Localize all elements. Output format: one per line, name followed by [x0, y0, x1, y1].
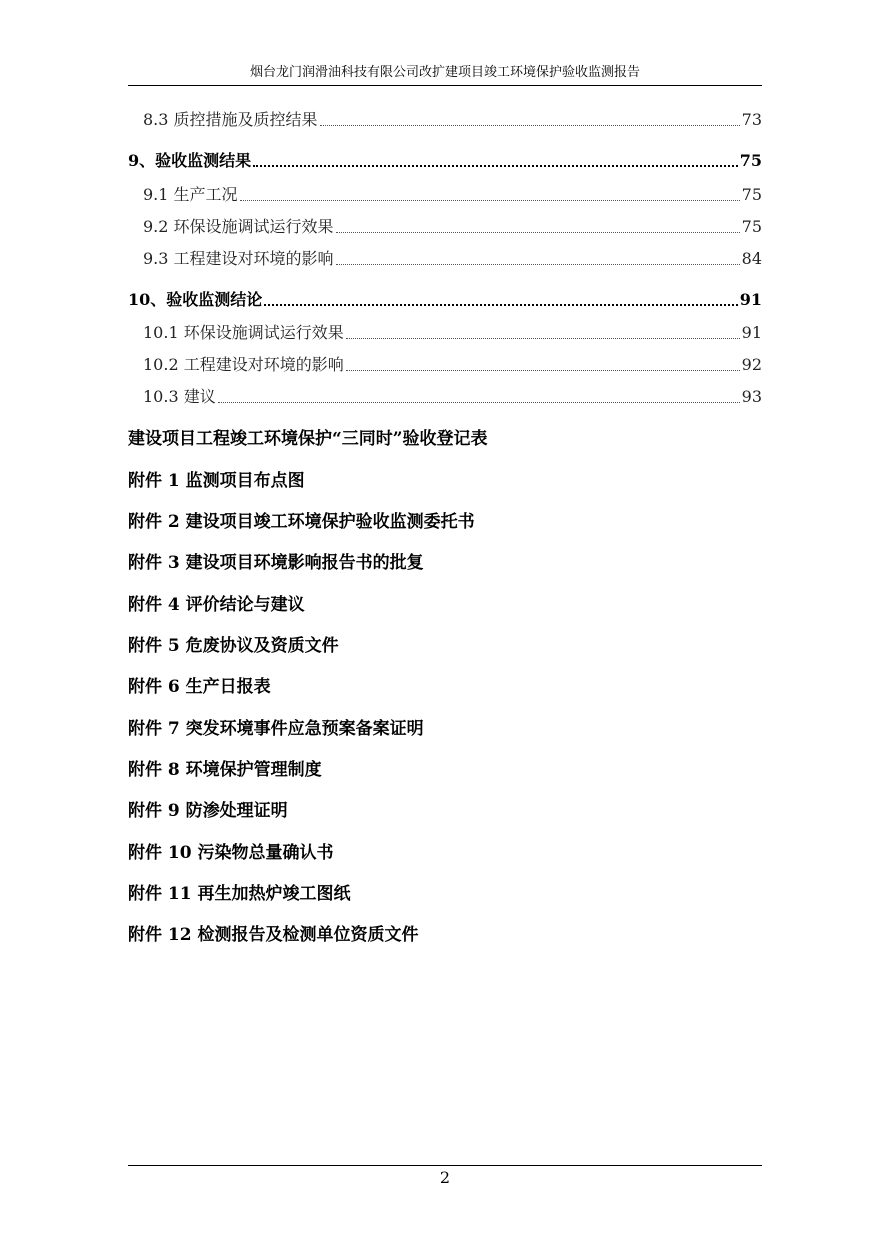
toc-leader-dots	[336, 264, 740, 265]
toc-entry-label: 9、验收监测结果	[128, 151, 252, 170]
toc-extra-attachment-8[interactable]: 附件 8 环境保护管理制度	[128, 760, 322, 780]
toc-extra-attachment-1[interactable]: 附件 1 监测项目布点图	[128, 471, 305, 491]
toc-entry-label: 10.3 建议	[143, 387, 216, 406]
toc-entry-label: 9.2 环保设施调试运行效果	[143, 217, 334, 236]
toc-extra-attachment-12[interactable]: 附件 12 检测报告及检测单位资质文件	[128, 925, 419, 945]
toc-leader-dots	[346, 370, 740, 371]
toc-entry-page: 73	[741, 110, 762, 129]
toc-entry-page: 91	[739, 290, 762, 309]
toc-leader-dots	[320, 125, 740, 126]
toc-extra-attachment-3[interactable]: 附件 3 建设项目环境影响报告书的批复	[128, 553, 424, 573]
toc-leader-dots	[336, 232, 740, 233]
toc-entry-label: 9.3 工程建设对环境的影响	[143, 249, 334, 268]
toc-extra-attachment-2[interactable]: 附件 2 建设项目竣工环境保护验收监测委托书	[128, 512, 475, 532]
toc-entry-10-2[interactable]	[143, 352, 762, 376]
toc-entry-10-1[interactable]	[143, 320, 762, 344]
toc-entry-page: 92	[741, 355, 762, 374]
toc-entry-label: 9.1 生产工况	[143, 185, 238, 204]
toc-extra-attachment-5[interactable]: 附件 5 危废协议及资质文件	[128, 636, 339, 656]
toc-extra-attachment-9[interactable]: 附件 9 防渗处理证明	[128, 801, 288, 821]
toc-leader-dots	[346, 338, 740, 339]
toc-extra-attachment-10[interactable]: 附件 10 污染物总量确认书	[128, 843, 334, 863]
page-number: 2	[439, 1168, 451, 1187]
toc-extra-attachment-4[interactable]: 附件 4 评价结论与建议	[128, 595, 305, 615]
toc-leader-dots	[253, 165, 738, 167]
toc-extra-attachment-6[interactable]: 附件 6 生产日报表	[128, 677, 271, 697]
toc-entry-9-2[interactable]	[143, 214, 762, 238]
toc-leader-dots	[218, 402, 740, 403]
footer-rule	[128, 1165, 762, 1166]
toc-extra-attachment-7[interactable]: 附件 7 突发环境事件应急预案备案证明	[128, 719, 424, 739]
header-title: 烟台龙门润滑油科技有限公司改扩建项目竣工环境保护验收监测报告	[249, 65, 640, 80]
toc-entry-label: 8.3 质控措施及质控结果	[143, 110, 318, 129]
toc-entry-10-3[interactable]	[143, 384, 762, 408]
toc-entry-page: 75	[739, 151, 762, 170]
toc-entry-label: 10、验收监测结论	[128, 290, 263, 309]
toc-entry-9-1[interactable]	[143, 182, 762, 206]
toc-entry-8-3[interactable]	[143, 107, 762, 131]
toc-extra-registration-form[interactable]: 建设项目工程竣工环境保护“三同时”验收登记表	[128, 429, 488, 449]
toc-leader-dots	[240, 200, 740, 201]
toc-entry-page: 75	[741, 217, 762, 236]
toc-entry-page: 93	[741, 387, 762, 406]
toc-entry-page: 91	[741, 323, 762, 342]
toc-entry-9-3[interactable]	[143, 246, 762, 270]
toc-leader-dots	[264, 304, 737, 306]
toc-extra-attachment-11[interactable]: 附件 11 再生加热炉竣工图纸	[128, 884, 351, 904]
header-rule	[128, 85, 762, 86]
toc-entry-9[interactable]	[128, 148, 762, 172]
toc-entry-label: 10.2 工程建设对环境的影响	[143, 355, 344, 374]
toc-entry-label: 10.1 环保设施调试运行效果	[143, 323, 344, 342]
toc-entry-page: 75	[741, 185, 762, 204]
toc-entry-10[interactable]	[128, 287, 762, 311]
toc-entry-page: 84	[741, 249, 762, 268]
